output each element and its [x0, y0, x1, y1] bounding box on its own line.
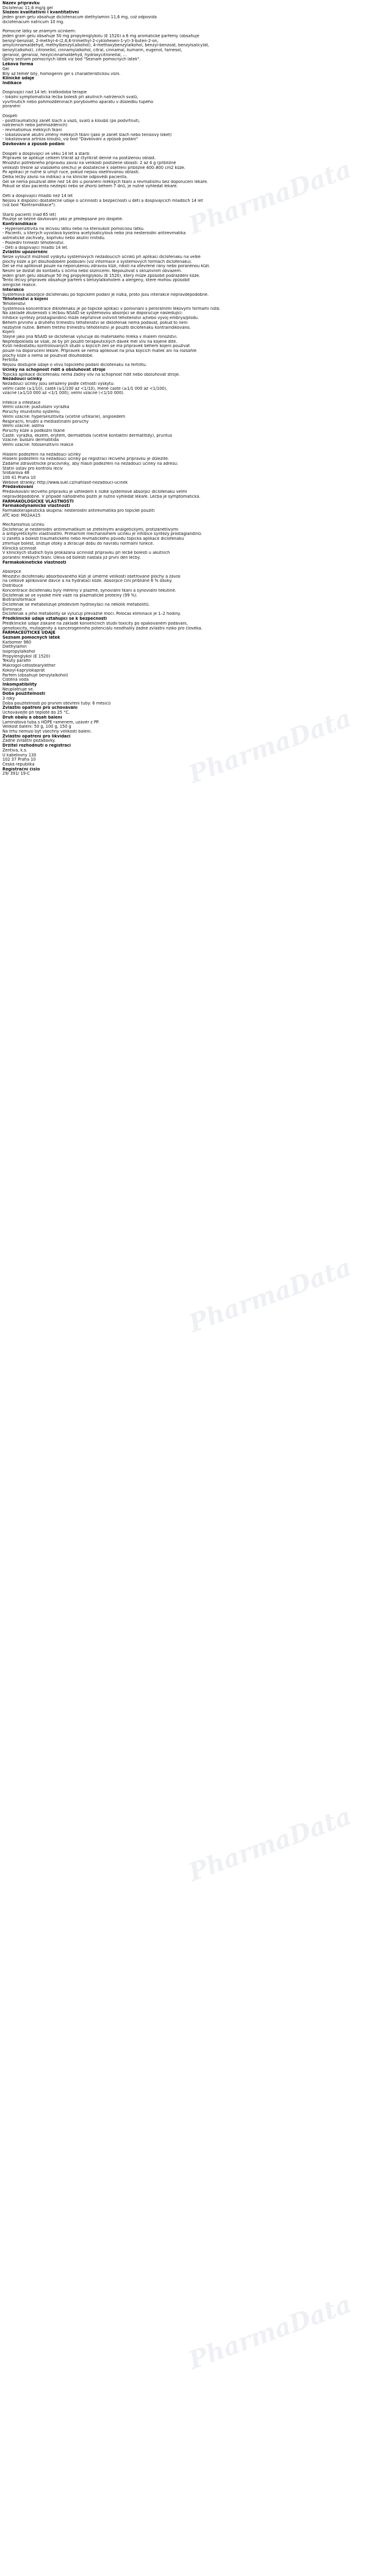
section-heading: Držitel rozhodnutí o registraci [2, 744, 71, 748]
section-heading: Klinické údaje [2, 76, 35, 81]
section-heading: Účinky na schopnost řídit a obsluhovat stroje [2, 367, 106, 372]
text-line: Délka léčby závisí na indikaci a na klinické odpovědi pacienta. [2, 175, 128, 180]
text-line: Biotransformace [2, 598, 36, 603]
text-line: Nežádoucí účinky jsou seřazeny podle četnosti výskytu: [2, 381, 115, 386]
text-line: Žádné zvláštní požadavky. [2, 739, 56, 744]
section-heading: Kontraindikace [2, 222, 37, 227]
text-line: Kvůli nedostatku kontrolovaných studií u kojících žen se má přípravek během kojení používat [2, 344, 190, 349]
text-line: Diclofenac je nesteroidní antirevmatikum se zřetelnými analgetickými, protizánětlivými [2, 527, 179, 532]
text-line: Diclofenak a jeho metabolity se vylučují převážně močí. Poločas eliminace je 1–2 hodiny. [2, 612, 181, 617]
text-line: 29/ 391/ 19-C [2, 772, 30, 777]
text-line: Nejsou k dispozici dostatečné údaje o účinnosti a bezpečnosti u dětí a dospívajících mladších 14 let [2, 198, 203, 203]
text-line: Diclofenak se metabolizuje především hydroxylací na několik metabolitů. [2, 603, 150, 607]
text-line: nezbytně nutné. Během třetího trimestru těhotenství je použití diclofenaku kontraindikováno. [2, 325, 191, 330]
section-heading: FARMAKOLOGICKÉ VLASTNOSTI [2, 499, 74, 504]
text-line: amylcinnamaldehyd, methylbenzyl(alkohol), 4-methoxybenzylalkohol, benzyl-benzoát, benzylsalicylát, [2, 43, 209, 48]
text-line: Pomocné látky se známým účinkem: [2, 29, 76, 34]
section-heading: Inkompatibility [2, 682, 37, 687]
section-heading: Léková forma [2, 62, 34, 67]
text-line: Dospělí a dospívající ve věku 14 let a starší [2, 151, 90, 156]
text-line: Časté: vyrážka, ekzém, erytém, dermatitida (včetně kontaktní dermatitidy), pruritus [2, 433, 173, 438]
text-line: Gel se nemá používat déle než 14 dní u poranění měkkých tkání a revmatismu bez doporučení lékaře. [2, 179, 209, 184]
text-line: Poruchy imunitního systému [2, 410, 60, 415]
text-line: Diethylamin [2, 645, 27, 650]
text-line: Jeden gram gelu obsahuje diclofenacum diethylamini 11,6 mg, což odpovídá [2, 15, 157, 20]
text-line: Starší pacienti (nad 65 let) [2, 212, 56, 217]
watermark: PharmaData [184, 703, 355, 789]
text-line: - lokalizovaná artróza kloubů, viz bod "Dávkování a způsob podání" [2, 137, 138, 142]
text-line: Karbomer 980 [2, 640, 32, 645]
text-line: Koncentrace diclofenaku byly měřeny v plazmě, synoviální tkáni a synoviální tekutině. [2, 588, 176, 593]
text-line: Webové stránky: http://www.sukl.cz/nahlasit-nezadouci-ucinek [2, 480, 128, 485]
text-line [2, 208, 364, 213]
text-line: Šrobárova 48 [2, 471, 30, 476]
text-line: V klinických studiích byla prokázána účinnost přípravku při léčbě bolesti u akutních [2, 551, 170, 556]
text-line: Nejsou dostupné údaje o vlivu topického podání diclofenaku na fertilitu. [2, 363, 147, 368]
text-line: Nesmí se dostat do kontaktu s očima nebo sliznicemi. Nepoužívat s okluzivním obvazem. [2, 269, 182, 274]
text-line: Propylenglykol (E 1520) [2, 654, 51, 659]
text-line: Absorpce [2, 570, 21, 575]
text-line: - Poslední trimestr těhotenství. [2, 240, 65, 245]
text-line [2, 565, 364, 570]
text-line: Kokoyl-kaprylokaprát [2, 668, 45, 673]
watermark: PharmaData [184, 1252, 355, 1338]
text-line: genotoxicity, mutagenity a kancerogenního potenciálu neodhalily žádné zvláštní riziko pro člověka. [2, 626, 203, 631]
text-line: poranění měkkých tkání. Úleva od bolesti nastala již první den léčby. [2, 555, 141, 560]
text-line: diclofenacum natricum 10 mg. [2, 20, 65, 24]
text-line: Předklinické údaje získané na základě konvenčních studií toxicity po opakovaném podávání, [2, 621, 188, 626]
text-line: Systémová koncentrace diklofenaku je po topické aplikaci v porovnání s perorálními lékovými formami nižší. [2, 306, 221, 311]
section-heading: Předklinické údaje vztahující se k bezpečnosti [2, 617, 107, 622]
text-line: Na základě zkušeností s léčbou NSAID se systémovou absorpcí se doporučuje následující: [2, 311, 183, 316]
text-line: U zánětů a bolestí traumatického nebo revmatického původu topická aplikace diclofenaku [2, 537, 184, 542]
text-line: Isopropylalkohol [2, 650, 35, 655]
text-line: Česká republika [2, 762, 35, 767]
text-line: 100 41 Praha 10 [2, 476, 36, 481]
text-line: Gel [2, 66, 9, 71]
text-line: Respirační, hrudní a mediastinální poruchy [2, 419, 89, 424]
text-line: Státní ústav pro kontrolu léčiv [2, 466, 63, 471]
text-line: alergické reakce. [2, 283, 37, 288]
text-line: vyvrtnutích nebo pohmožděninách porybového aparátu v důsledku tupého [2, 99, 154, 104]
text-line [2, 189, 364, 194]
section-heading: Těhotenství a kojení [2, 297, 48, 302]
text-line: Přípravek se aplikuje celkem třikrát až čtyřikrát denně na postiženou oblast. [2, 156, 156, 161]
text-line: Makrogol-cetostearylether [2, 664, 56, 669]
text-line: 102 37 Praha 10 [2, 758, 36, 762]
text-line: Velmi vzácné: astma [2, 424, 45, 429]
section-heading: Dávkování a způsob podání [2, 142, 65, 147]
section-heading: Název přípravku [2, 1, 40, 5]
text-line: Po aplikaci je nutné si umýt ruce, pokud nejsou ošetřovanou oblastí. [2, 170, 140, 175]
text-line: Nelze vyloučit možnost výskytu systémových nežádoucích účinků při aplikaci diclofenaku na velké [2, 254, 201, 259]
text-line: Velikost balení: 50 g, 100 g, 150 g [2, 725, 71, 730]
section-heading: Zvláštní opatření pro uchovávání [2, 706, 78, 711]
text-line: Stejně jako jiná NSAID se diclofenak vylučuje do mateřského mléka v malém množství. [2, 334, 178, 339]
text-line: geraniol, geranial, hexylcinnamaldehyd, hydroxycitronellal, ... [2, 52, 127, 57]
text-line: Farmakoterapeutická skupina: nesteroidní antirevmatika pro topické použití [2, 508, 155, 513]
text-line: - Děti a dospívající mladší 14 let. [2, 245, 68, 250]
text-line: Děti a dospívající mladší než 14 let [2, 193, 73, 198]
text-line: a antipyretickými vlastnostmi. Primárním mechanismem účinku je inhibice syntézy prostaglandinů. [2, 532, 203, 537]
text-line: 3 roky [2, 697, 15, 701]
text-line: Doba použitelnosti po prvním otevření tuby: 6 měsíců [2, 701, 111, 706]
text-line: Distribuce [2, 584, 23, 589]
text-line: benzyl-benzoát, 2-methyl-4-(2,6,6-trimethyl-2-cyklohexen-1-yl)-3-buten-2-on, [2, 38, 159, 43]
text-line: Dospělí [2, 113, 18, 118]
text-line: Fertilita [2, 358, 18, 363]
text-line: Diclofenac 11,6 mg/g gel [2, 5, 53, 10]
text-line: - posttraumatický zánět šlach a vazů, svalů a kloubů (po podvrtnutí, [2, 118, 140, 123]
text-line: Na trhu nemusí být všechny velikosti balení. [2, 729, 92, 734]
text-line [2, 109, 364, 114]
text-line: (viz bod "Kontraindikace"). [2, 203, 57, 208]
section-heading: Indikace [2, 81, 22, 85]
text-line: astmatické záchvaty, kopřivku nebo akutní rinitidu. [2, 236, 106, 241]
text-line: Těhotenství [2, 302, 26, 306]
text-line: Hlášení podezření na nežádoucí účinky po registraci léčivého přípravku je důležité. [2, 457, 170, 462]
text-line: - Hypersenzitivita na léčivou látku nebo na kteroukoli pomocnou látku. [2, 226, 145, 231]
text-line: Nepředpokládá se však, že by při použití terapeutických dávek měl vliv na kojené dítě. [2, 339, 178, 344]
section-heading: Nežádoucí účinky [2, 377, 42, 382]
text-line: Žádáme zdravotnické pracovníky, aby hlásili podezření na nežádoucí účinky na adresu: [2, 461, 179, 466]
text-line: Topická aplikace diclofenaku nemá žádný vliv na schopnost řídit nebo obsluhovat stroje. [2, 372, 181, 377]
text-line: benzyl(alkohol), citronellol, cinnamylalkohol, citral, cinnamal, kumarin, eugenol, farnesol, [2, 48, 182, 53]
text-line: natrženích nebo pohmožděních) [2, 123, 68, 128]
text-line: Eliminace [2, 607, 22, 612]
text-line: Hlášení podezření na nežádoucí účinky [2, 452, 81, 457]
text-line: Tekutý parafin [2, 659, 31, 664]
text-line: ATC kód: M02AA15 [2, 513, 41, 518]
text-line: Použije se běžné dávkování jako je předepsané pro dospělé. [2, 217, 124, 222]
text-line: Pokud se stav pacienta nezlepší nebo se zhorší během 7 dnů, je nutné vyhledat lékaře. [2, 184, 178, 189]
section-heading: Doba použitelnosti [2, 692, 45, 697]
text-line: Kojení [2, 330, 15, 335]
watermark: PharmaData [184, 1801, 355, 1887]
text-line: nepravděpodobné. V případě náhodného požití je nutno vyhledat lékaře. Léčba je symptomatická. [2, 494, 201, 499]
section-heading: Farmakokinetické vlastnosti [2, 560, 66, 565]
text-line: poranění [2, 104, 21, 109]
section-heading: Druh obalu a obsah balení [2, 715, 62, 720]
section-heading: Farmakodynamické vlastnosti [2, 504, 70, 509]
text-line: Předávkování léčivého přípravku je vzhledem k nízké systémové absorpci diclofenaku velmi [2, 490, 187, 495]
text-line: zmírňuje bolest, snižuje otoky a zkracuje dobu do návratu normální funkce. [2, 541, 154, 546]
section-heading: Interakce [2, 287, 24, 292]
text-line: Velmi vzácné: fotosenzitivní reakce [2, 443, 74, 448]
text-line: Množství potřebného přípravku závisí na velikosti postižené oblasti: 2 až 4 g (přibližně [2, 160, 176, 165]
text-line [2, 518, 364, 523]
text-line: Poruchy kůže a podkožní tkáně [2, 428, 65, 433]
text-line: plochy kůže a při dlouhodobém podávání (viz informace o systémových formách diclofenaku). [2, 259, 192, 264]
text-line: Gel se má aplikovat pouze na neporušenou zdravou kůži, nikoli na otevřené rány nebo poraněnou kůži. [2, 264, 210, 269]
text-line [2, 396, 364, 401]
text-line: Vzácné: bulózní dermatitida [2, 438, 59, 443]
text-line [2, 147, 364, 152]
text-line: vzácné (≥1/10 000 až <1/1 000), velmi vzácné (<1/10 000). [2, 391, 124, 396]
text-line: Laminátová tuba s HDPE ramenem, uzávěr z PP. [2, 720, 99, 725]
section-heading: Předávkování [2, 485, 34, 490]
text-line [2, 448, 364, 453]
text-line: Úplný seznam pomocných látek viz bod "Seznam pomocných látek". [2, 57, 141, 62]
text-line: - revmatismus měkkých tkání [2, 127, 62, 132]
section-heading: Složení kvalitativní i kvantitativní [2, 10, 79, 15]
text-line: velmi časté (≥1/10), časté (≥1/100 až <1/10), méně časté (≥1/1 000 až <1/100), [2, 386, 168, 391]
text-line: plochy kůže a nemá se používat dlouhodobě. [2, 353, 94, 358]
text-line: Systémová absorpce diclofenaku po topickém podání je nízká, proto jsou interakce nepravděpodobné. [2, 292, 209, 297]
text-line: Jeden gram gelu obsahuje 50 mg propylenglykolu (E 1520), který může způsobit podráždění kůže. [2, 273, 201, 278]
text-line: Dospívající nad 14 let: krátkodobá terapie [2, 90, 87, 95]
text-line: Mechanismus účinku [2, 523, 45, 528]
section-heading: Zvláštní opatření pro likvidaci [2, 734, 71, 739]
text-line [2, 86, 364, 91]
watermark: PharmaData [184, 2289, 355, 2375]
text-line: Množství diclofenaku absorbovaného kůží je úměrné velikosti ošetřované plochy a závisí [2, 574, 181, 579]
text-line: Velmi vzácné: pustulózní vyrážka [2, 405, 70, 410]
section-heading: FARMACEUTICKÉ ÚDAJE [2, 631, 56, 636]
text-line: - lokální symptomatická léčba bolesti při akutních natrženích svalů, [2, 95, 138, 100]
section-heading: Seznam pomocných látek [2, 635, 60, 640]
text-line: Diclofenak se ve vysoké míře váže na plazmatické proteiny (99 %). [2, 593, 138, 598]
text-line: Zentiva, k.s. [2, 748, 27, 753]
text-line: U kabelovny 130 [2, 753, 37, 758]
text-line: Čištěná voda [2, 678, 29, 683]
text-line: Velmi vzácné: hypersenzitivita (včetně urtikarie), angioedém [2, 414, 126, 419]
text-line: Parfém (obsahuje benzylalkohol) [2, 673, 68, 678]
text-line: Infekce a infestace [2, 400, 41, 405]
text-line: - lokalizované akutní změny měkkých tkání (jako je zánět šlach nebo tenisový loket) [2, 132, 172, 137]
text-line: - Pacienti, u kterých vyvolává kyselina acetylsalicylová nebo jiná nesteroidní antirevmatika [2, 231, 186, 236]
spc-document [2, 1, 364, 777]
text-line: na celkové aplikované dávce a na hydrataci kůže. Absorpce činí přibližně 6 % dávky. [2, 579, 173, 584]
watermark: PharmaData [184, 154, 355, 240]
text-line: Během prvního a druhého trimestru těhotenství se diklofenak nemá podávat, pokud to není [2, 320, 188, 325]
text-line: Uchovávejte při teplotě do 25 °C. [2, 711, 70, 716]
section-heading: Registrační číslo [2, 767, 40, 772]
text-line: pouze na doporučení lékaře. Přípravek se nemá aplikovat na prsa kojících matek ani na rozsáhlé [2, 349, 197, 354]
text-line: velikosti třešně až vlašského ořechu) je dostatečné k ošetření přibližně 400–800 cm2 kůže. [2, 165, 185, 170]
text-line [2, 25, 364, 30]
text-line: Neuplatňuje se. [2, 687, 34, 692]
text-line: Tento léčivý přípravek obsahuje parfém s benzylalkoholem a alergeny, které mohou způsobit [2, 278, 190, 283]
text-line: Bílý až téměř bílý, homogenní gel s charakteristickou vůní. [2, 71, 121, 76]
section-heading: Zvláštní upozornění [2, 250, 48, 255]
text-line: Jeden gram gelu obsahuje 50 mg propylenglykolu (E 1520) a 6 mg aromatické parfémy (obsahuje [2, 34, 199, 38]
text-line: Inhibice syntézy prostaglandinů může nepříznivě ovlivnit těhotenství a/nebo vývoj embrya/plodu. [2, 316, 199, 321]
text-line: Klinická účinnost [2, 546, 37, 551]
